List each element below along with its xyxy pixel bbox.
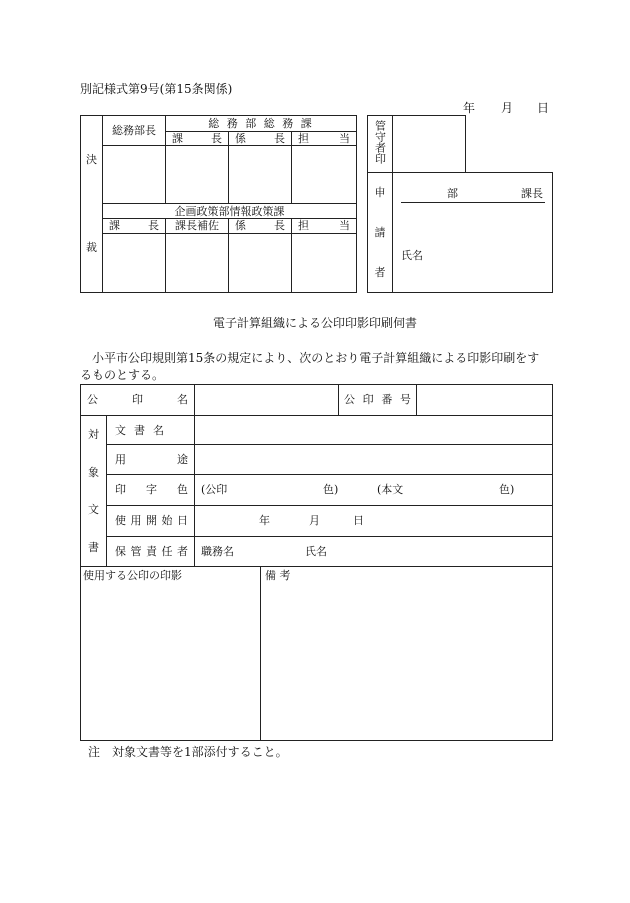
color-honbun-label: (本文 [377, 483, 404, 497]
start-day-label: 日 [353, 513, 364, 527]
start-month-label: 月 [309, 513, 320, 527]
date-year: 年 [463, 101, 476, 115]
custodian-seal-table [367, 115, 466, 173]
start-year-label: 年 [259, 513, 270, 527]
koin-mei-label: 公 印 名 [81, 385, 195, 416]
yoto-field[interactable] [195, 445, 553, 475]
seal-somuka-kacho[interactable] [166, 146, 229, 204]
shokumu-mei-label: 職務名 [201, 544, 234, 558]
kacho-suffix: 課長 [521, 187, 543, 200]
tanto2-label: 担 当 [292, 218, 357, 233]
date-month: 月 [501, 101, 514, 115]
seal-somubu-cho[interactable] [103, 146, 166, 204]
kacho-hosa-label: 課長補佐 [166, 218, 229, 233]
bu-label: 部 [447, 187, 458, 200]
kessai-label: 決 裁 [81, 116, 103, 293]
color-field[interactable] [195, 475, 553, 505]
applicant-table [367, 172, 553, 293]
applicant-area[interactable] [393, 173, 553, 293]
seal-joho-tanto[interactable] [292, 233, 357, 292]
custodian-seal-area[interactable] [393, 116, 466, 173]
seal-somuka-kakaricho[interactable] [229, 146, 292, 204]
start-date-field[interactable] [195, 505, 553, 536]
hokan-label: 保 管 責 任 者 [107, 536, 195, 566]
seal-joho-kakaricho[interactable] [229, 233, 292, 292]
kakaricho-label: 係 長 [229, 132, 292, 146]
biko-label: 備 考 [265, 569, 291, 582]
somubu-somuka-label: 総 務 部 総 務 課 [166, 116, 357, 132]
kikaku-dept-label: 企画政策部情報政策課 [103, 204, 357, 218]
inei-area[interactable] [81, 567, 261, 741]
applicant-name-label: 氏名 [401, 249, 423, 262]
kacho-label: 課 長 [166, 132, 229, 146]
color-koin-label: (公印 [201, 483, 228, 497]
bunsho-mei-label: 文 書 名 [107, 416, 195, 445]
main-table [80, 384, 553, 741]
applicant-dept-line[interactable] [401, 187, 545, 203]
color-koin-suffix: 色) [323, 483, 339, 497]
document-title: 電子計算組織による公印印影印刷伺書 [212, 316, 417, 330]
bunsho-mei-field[interactable] [195, 416, 553, 445]
seal-somuka-tanto[interactable] [292, 146, 357, 204]
somubu-cho-label: 総務部長 [103, 116, 166, 146]
custodian-field[interactable] [195, 536, 553, 566]
biko-area[interactable] [261, 567, 553, 741]
footnote: 注 対象文書等を1部添付すること。 [88, 745, 288, 759]
kanmori-in-label: 管守者印 [368, 116, 393, 173]
koin-mei-field[interactable] [195, 385, 339, 416]
tanto-label: 担 当 [292, 132, 357, 146]
seal-joho-kacho-hosa[interactable] [166, 233, 229, 292]
shinseisha-label: 申 請 者 [368, 173, 393, 293]
custodian-name-label: 氏名 [305, 544, 327, 558]
seal-joho-kacho[interactable] [103, 233, 166, 292]
koin-bango-label: 公 印 番 号 [339, 385, 417, 416]
jiji-shoku-label: 印 字 色 [107, 475, 195, 505]
inei-label: 使用する公印の印影 [83, 569, 182, 582]
body-text: 小平市公印規則第15条の規定により、次のとおり電子計算組織による印影印刷をするものとする。 [80, 351, 540, 382]
color-honbun-suffix: 色) [499, 483, 515, 497]
shiyo-kaishi-label: 使 用 開 始 日 [107, 505, 195, 536]
date-day: 日 [537, 101, 550, 115]
kacho2-label: 課 長 [103, 218, 166, 233]
koin-bango-field[interactable] [417, 385, 553, 416]
yoto-label: 用 途 [107, 445, 195, 475]
approval-table [80, 115, 357, 293]
form-reference: 別記様式第9号(第15条関係) [80, 82, 233, 96]
kakaricho2-label: 係 長 [229, 218, 292, 233]
taisho-bunsho-label: 対 象 文 書 [81, 416, 107, 567]
